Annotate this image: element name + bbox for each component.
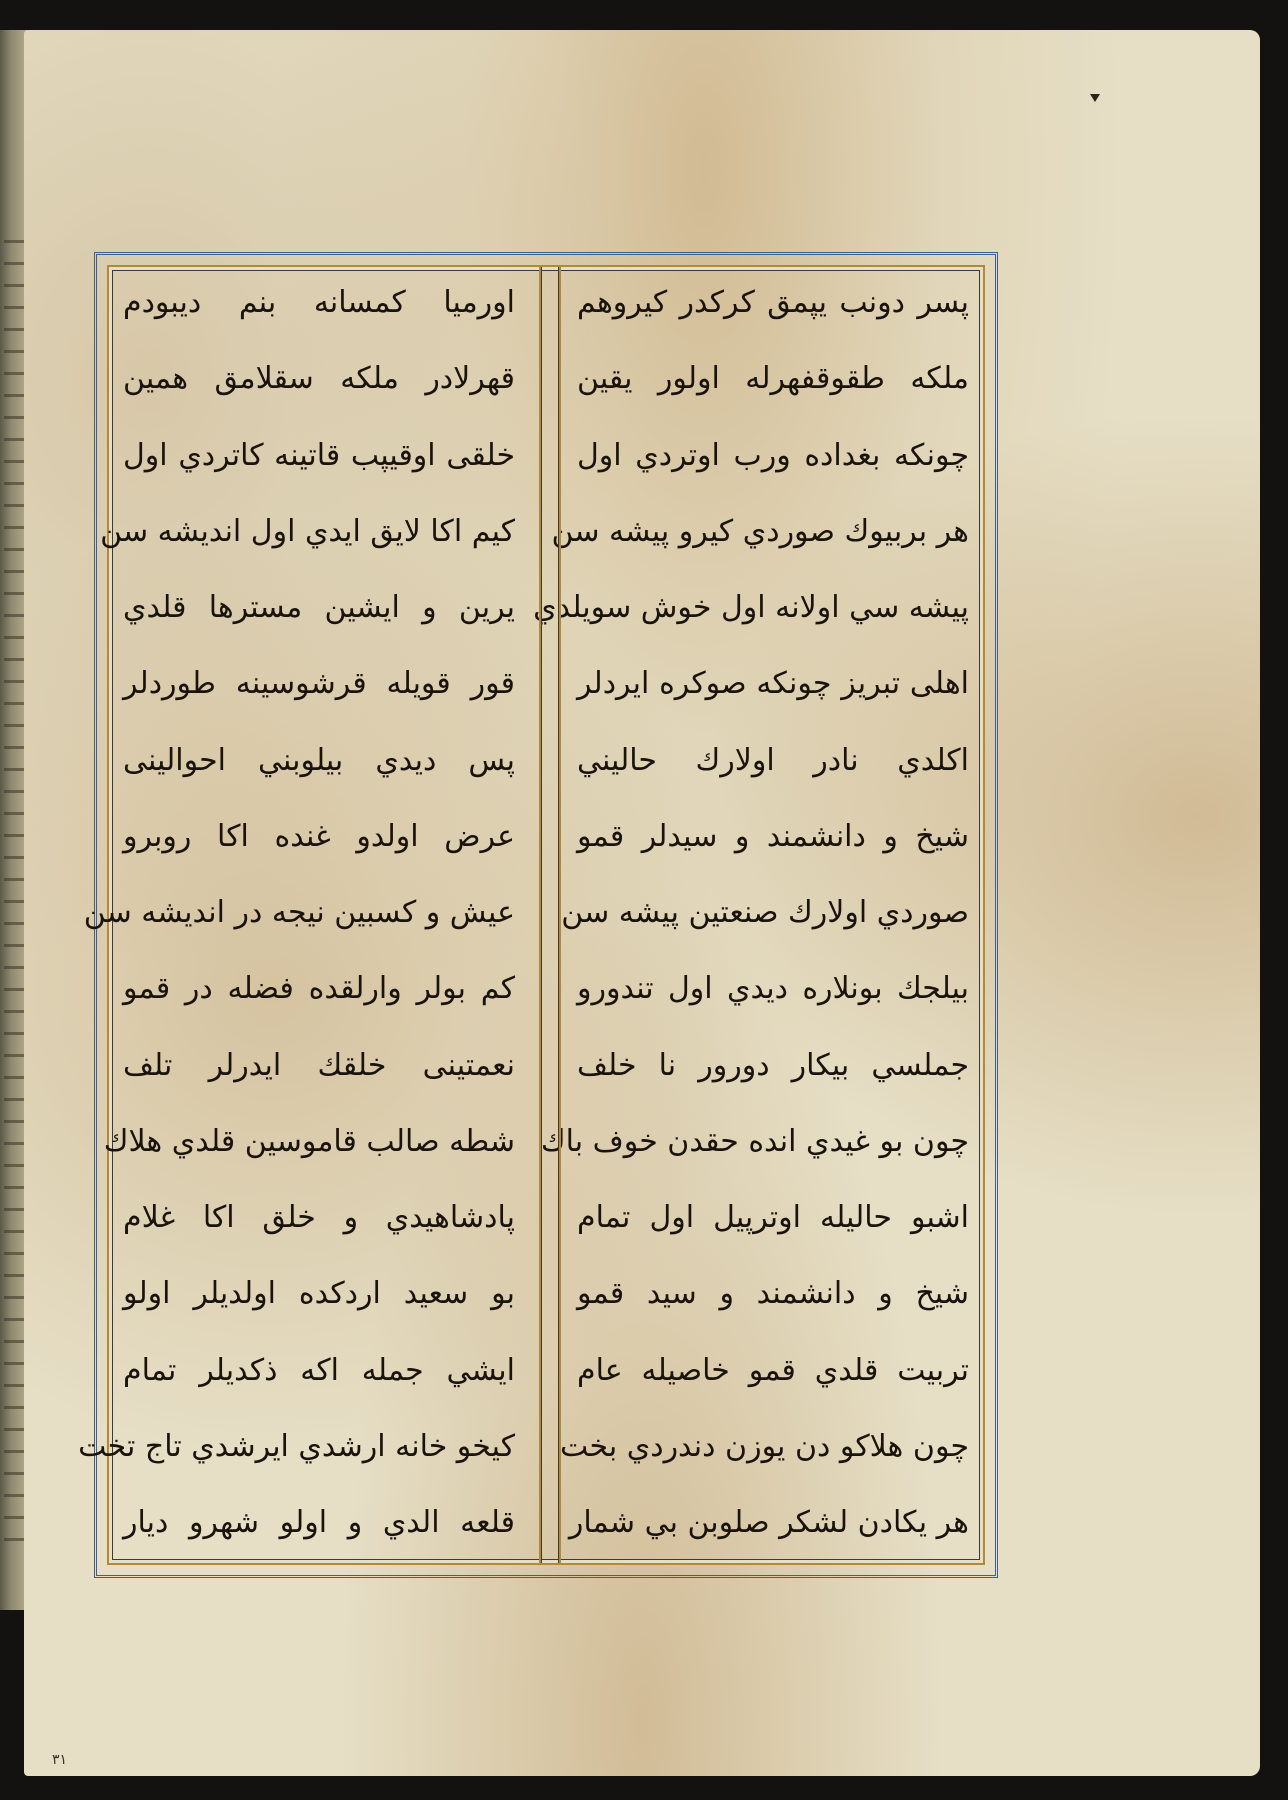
verse-line: بو سعید اردکده اولدیلر اولو xyxy=(123,1276,515,1312)
verse-line: پیشه سي اولانه اول خوش سویلدي xyxy=(533,590,969,625)
verse-line: کم بولر وارلقده فضله در قمو xyxy=(123,971,515,1007)
verse-line: ایشي جمله اکه ذکدیلر تمام xyxy=(123,1352,515,1388)
right-verse-column xyxy=(533,267,983,1563)
verse-line: هر بربیوك صوردي کیرو پیشه سن xyxy=(551,513,969,549)
verse-line: عرض اولدو غنده اکا روبرو xyxy=(123,818,515,854)
verse-line: قور قویله قرشوسینه طوردلر xyxy=(123,666,515,702)
verse-line: یرین و ایشین مسترها قلدي xyxy=(123,590,515,625)
verse-line: قلعه الدي و اولو شهرو دیار xyxy=(123,1505,515,1540)
verse-line: کیخو خانه ارشدي ایرشدي تاج تخت xyxy=(78,1428,515,1464)
left-verse-column xyxy=(78,267,529,1563)
verse-line: هر یکادن لشکر صلوبن بي شمار xyxy=(568,1505,969,1540)
adjacent-page-text xyxy=(4,240,24,1560)
verse-line: چون بو غیدي انده حقدن خوف باك xyxy=(540,1123,969,1159)
verse-line: خلقی اوقیپب قاتینه کاتردي اول xyxy=(123,437,515,473)
ruled-text-frame xyxy=(78,252,998,1578)
verse-line: چون هلاکو دن یوزن دندردي بخت xyxy=(560,1428,969,1464)
verse-line: جملسي بیکار دورور نا خلف xyxy=(577,1047,969,1083)
verse-line: نعمتینی خلقك ایدرلر تلف xyxy=(123,1047,515,1083)
verse-line: ملکه طقوقفهرله اولور یقین xyxy=(577,361,969,397)
verse-line: بیلجك بونلاره دیدي اول تندورو xyxy=(577,971,969,1007)
page-corner-mark xyxy=(1090,94,1100,102)
inner-text-frame xyxy=(78,265,985,1565)
verse-line: پسر دونب یپمق کرکدر کیروهم xyxy=(577,285,969,320)
verse-line: اشبو حالیله اوترپیل اول تمام xyxy=(577,1200,969,1235)
verse-line: قهرلادر ملکه سقلامق همین xyxy=(123,361,515,397)
verse-line: عیش و کسبین نیجه در اندیشه سن xyxy=(83,895,515,930)
verse-line: شیخ و دانشمند و سیدلر قمو xyxy=(577,818,969,854)
column-divider xyxy=(539,267,561,1563)
folio-number: ۳۱ xyxy=(52,1752,68,1768)
verse-line: تربیت قلدي قمو خاصیله عام xyxy=(577,1352,969,1388)
verse-line: شیخ و دانشمند و سید قمو xyxy=(577,1276,969,1312)
verse-line: اهلی تبریز چونکه صوکره ایردلر xyxy=(577,666,969,702)
verse-line: شطه صالب قاموسین قلدي هلاك xyxy=(103,1123,515,1159)
verse-line: صوردي اولارك صنعتین پیشه سن xyxy=(561,895,969,930)
verse-line: چونکه بغداده ورب اوتردي اول xyxy=(577,437,969,473)
verse-line: پادشاهیدي و خلق اکا غلام xyxy=(123,1200,515,1235)
manuscript-page xyxy=(24,30,1260,1776)
verse-line: اکلدي نادر اولارك حالیني xyxy=(577,742,969,778)
verse-line: کیم اکا لایق ایدي اول اندیشه سن xyxy=(100,513,515,549)
verse-line: پس دیدي بیلوبني احوالینی xyxy=(123,742,515,778)
verse-line: اورمیا کمسانه بنم دیبودم xyxy=(123,285,515,320)
